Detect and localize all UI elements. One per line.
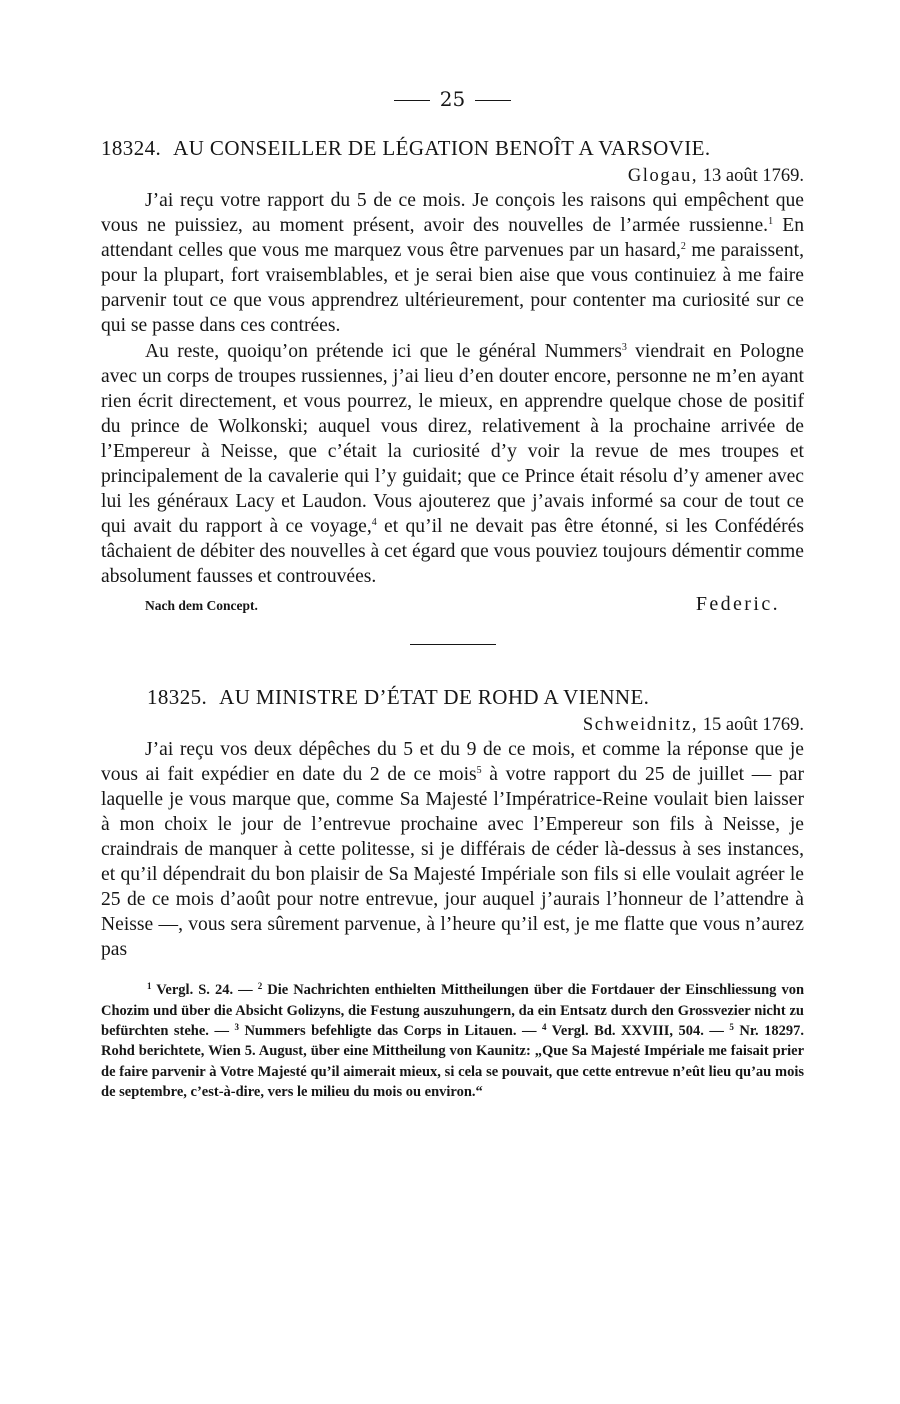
footnote-body: Die Nachrichten enthielten Mittheilungen über die Fortdauer der Einschliessung von Chozim und über die Absicht Golizyns, die Festung auszuhungern, da ein Entsatz durch den Grossvezier nicht zu befürchten stehe. — — [101, 982, 805, 1039]
paragraph — [101, 188, 804, 339]
letter-body — [101, 188, 804, 590]
footnote-body: Vergl. S. 24. — — [151, 982, 258, 999]
footnote-ref: 5 — [476, 764, 482, 776]
footnote-text — [101, 980, 804, 1102]
letter-date: 15 août 1769. — [702, 714, 804, 735]
paragraph-text: J’ai reçu votre rapport du 5 de ce mois. Je conçois les raisons qui empêchent que vous ne puissiez, au moment présent, avoir des nouvelles de l’armée russienne. — [101, 190, 804, 237]
header-rule-right — [475, 100, 511, 101]
page-number-header — [101, 86, 804, 112]
footnote-number: 4 — [542, 1021, 547, 1032]
letter-closing — [101, 593, 804, 616]
footnotes — [101, 980, 804, 1102]
footnote-body: Nummers befehligte das Corps in Litauen. — — [238, 1022, 542, 1039]
paragraph-text: En attendant celles que vous me marquez vous être parvenues par un hasard, — [101, 215, 804, 262]
header-rule-left — [394, 100, 430, 101]
paragraph-text: me paraissent, pour la plupart, fort vraisemblables, et je serai bien aise que vous continuiez à me faire parvenir tout ce que vous apprendrez ultérieurement, pour contenter ma curiosité sur ce qui se passe dans ces contrées. — [101, 240, 804, 337]
paragraph-text: à votre rapport du 25 de juillet — par laquelle je vous marque que, comme Sa Majesté l’Impératrice-Reine voulait bien laisser à mon choix le jour de l’entrevue prochaine avec l’Empereur son fils à Neisse, je craindrais de manquer à cette politesse, si je différais de céder là-dessus à ses instances, et qu’il dépendrait du bon plaisir de Sa Majesté Impériale son fils si elle voulait agréer le 25 de ce mois d’août pour notre entrevue, jour auquel j’aurais l’honneur de l’attendre à Neisse —, vous sera sûrement parvenue, à l’heure qu’il est, je me flatte que vous n’aurez pas — [101, 763, 804, 961]
letter-place: Schweidnitz, — [582, 714, 699, 735]
letter-heading: AU MINISTRE D’ÉTAT DE ROHD A VIENNE. — [219, 684, 650, 709]
footnote-body: Nr. 18297. Rohd berichtete, Wien 5. August, über eine Mittheilung von Kaunitz: „Que Sa Majesté Impériale me faisait prier de faire parvenir à Votre Majesté qu’il aimerait mieux, si cela se pouvait, que cette entrevue n’eût lieu qu’au mois de septembre, c’est-à-dire, vers le milieu du mois ou environ.“ — [101, 1022, 804, 1100]
footnote-body: Vergl. Bd. XXVIII, 504. — — [546, 1022, 730, 1039]
letter-heading: AU CONSEILLER DE LÉGATION BENOÎT A VARSOVIE. — [173, 136, 711, 160]
letter-body — [101, 737, 804, 963]
footnote-number: 2 — [257, 981, 263, 992]
footnote-ref: 4 — [371, 517, 377, 529]
letter-place-date — [101, 164, 804, 188]
signature: Federic. — [695, 592, 780, 615]
letter-place-date — [101, 713, 804, 737]
paragraph-text: J’ai reçu vos deux dépêches du 5 et du 9 de ce mois, et comme la réponse que je vous ai fait expédier en date du 2 de ce mois — [101, 738, 804, 785]
paragraph-text: Au reste, quoiqu’on prétende ici que le général Nummers — [145, 340, 622, 362]
source-note: Nach dem Concept. — [145, 597, 258, 613]
footnote-number: 1 — [147, 981, 152, 992]
letter-place: Glogau, — [627, 166, 699, 186]
paragraph — [101, 339, 804, 590]
page-number: 25 — [439, 87, 466, 111]
paragraph-text: viendrait en Pologne avec un corps de troupes russiennes, j’ai lieu d’en douter encore, personne ne m’en ayant rien écrit directement, et vous pourrez, le mieux, en apprendre quelque chose de positif du prince de Wolkonski; auquel vous direz, relativement à la prochaine arrivée de l’Empereur à Neisse, que c’était la curiosité d’y voir la revue de mes troupes et principalement de la cavalerie qui l’y guidait; que ce Prince était résolu d’y amener avec lui les généraux Lacy et Laudon. Vous ajouterez que j’avais informé sa cour de tout ce qui avait du rapport à ce voyage, — [101, 340, 804, 538]
paragraph — [101, 737, 804, 963]
document-page — [101, 86, 804, 1102]
letter-title — [101, 134, 804, 162]
footnote-ref: 1 — [768, 216, 774, 228]
section-divider — [410, 644, 496, 645]
letter-number: 18324. — [101, 136, 162, 160]
footnote-number: 3 — [234, 1021, 239, 1032]
letter-title — [147, 683, 804, 711]
paragraph-text: et qu’il ne devait pas être étonné, si les Confédérés tâchaient de débiter des nouvelles à cet égard que vous pouviez toujours démentir comme absolument fausses et controuvées. — [101, 516, 804, 588]
footnote-ref: 3 — [621, 341, 627, 353]
letter-date: 13 août 1769. — [702, 166, 804, 186]
footnote-number: 5 — [729, 1021, 734, 1032]
footnote-ref: 2 — [680, 241, 686, 253]
letter-number: 18325. — [147, 684, 208, 709]
